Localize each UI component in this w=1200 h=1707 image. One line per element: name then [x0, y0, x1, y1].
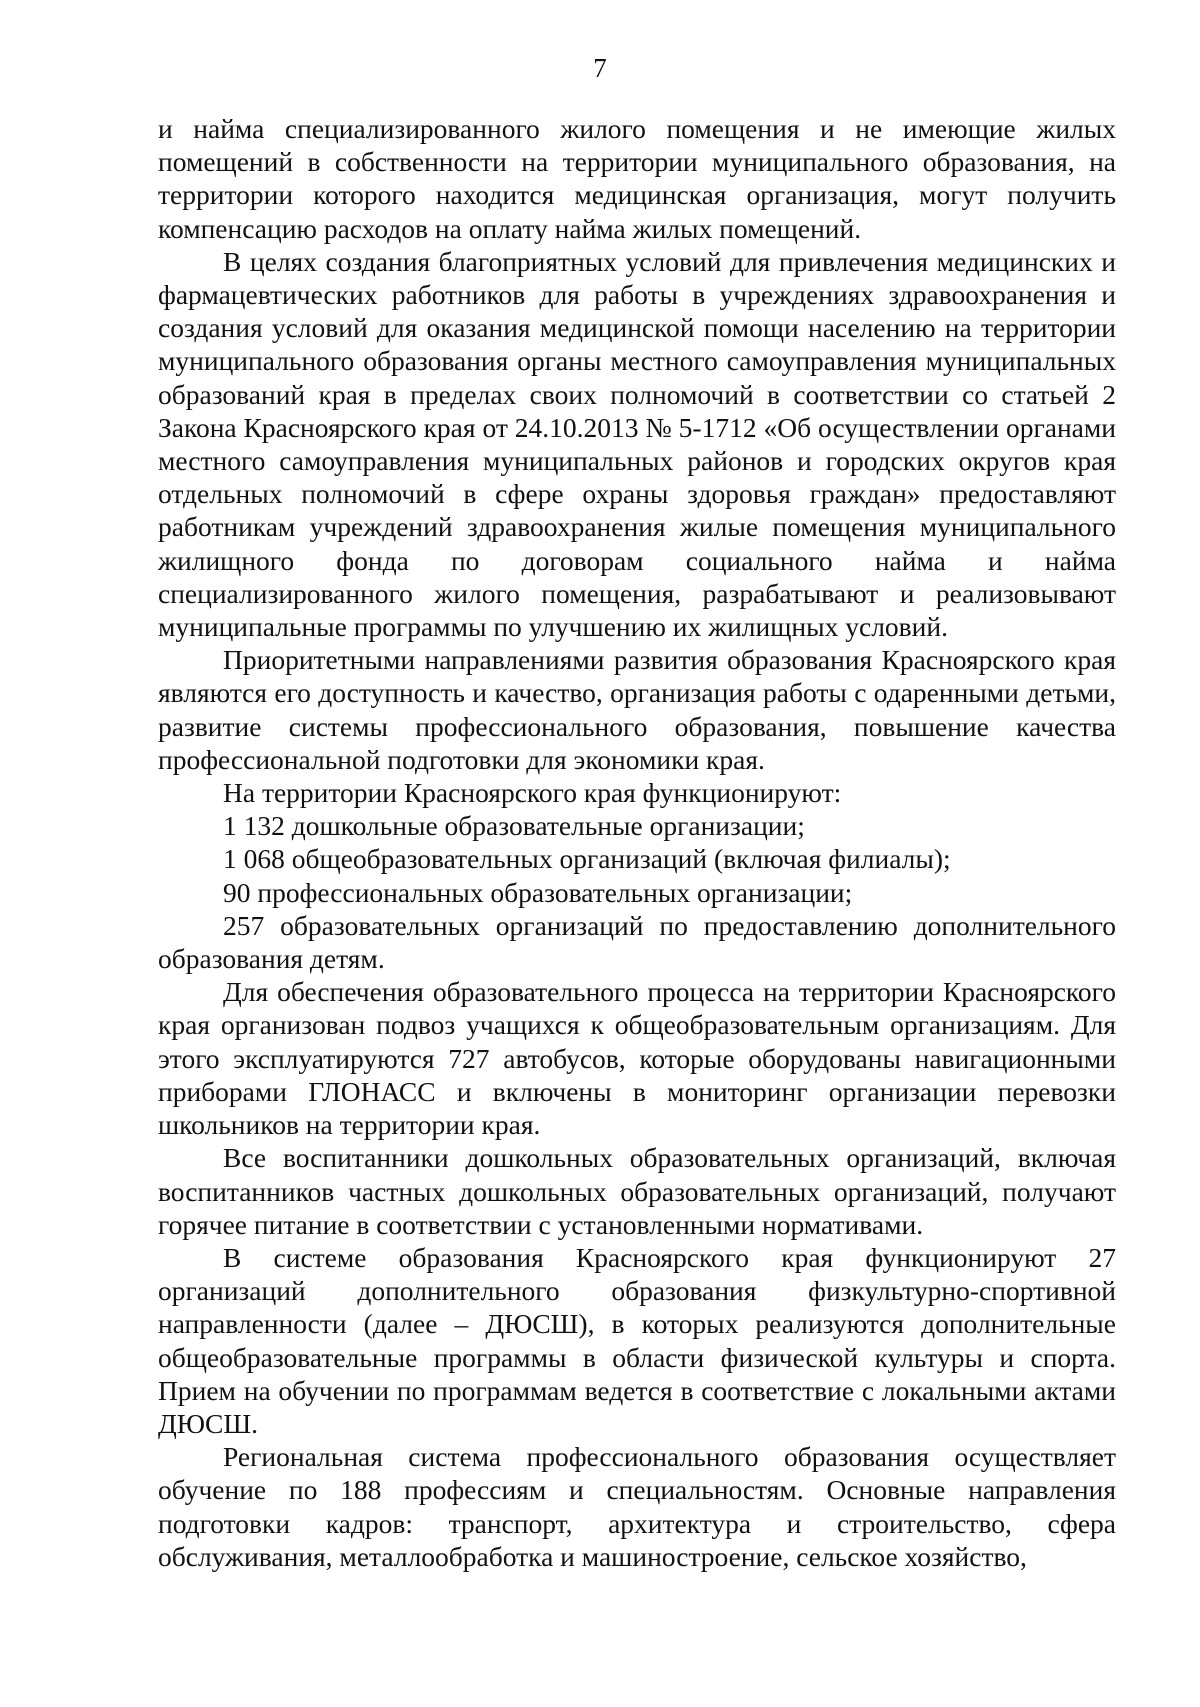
paragraph-regional-professional-education: Региональная система профессионального образования осуществляет обучение по 188 профессиям и специальностям. Основные направления подготовки кадров: транспорт, архитектура и строительство, сфера обслуживания, металлообработка и машиностроение, сельское хозяйство,	[158, 1441, 1116, 1572]
paragraph-sports-schools: В системе образования Красноярского края функционируют 27 организаций дополнительного образования физкультурно-спортивной направленности (далее – ДЮСШ), в которых реализуются дополнительные общеобразовательные программы в области физической культуры и спорта. Прием на обучении по программам ведется в соответствие с локальными актами ДЮСШ.	[158, 1241, 1116, 1439]
paragraph-organizations-intro: На территории Красноярского края функционируют:	[223, 777, 842, 809]
paragraph-medical-workers-housing: В целях создания благоприятных условий для привлечения медицинских и фармацевтических работников для работы в учреждениях здравоохранения и создания условий для оказания медицинской помощи населению на территории муниципального образования органы местного самоуправления муниципальных образований края в пределах своих полномочий в соответствии со статьей 2 Закона Красноярского края от 24.10.2013 № 5-1712 «Об осуществлении органами местного самоуправления муниципальных районов и городских округов края отдельных полномочий в сфере охраны здоровья граждан» предоставляют работникам учреждений здравоохранения жилые помещения муниципального жилищного фонда по договорам социального найма и найма специализированного жилого помещения, разрабатывают и реализовывают муниципальные программы по улучшению их жилищных условий.	[158, 245, 1116, 643]
paragraph-preschool-nutrition: Все воспитанники дошкольных образовательных организаций, включая воспитанников частных дошкольных образовательных организаций, получают горячее питание в соответствии с установленными нормативами.	[158, 1142, 1116, 1240]
paragraph-school-transport: Для обеспечения образовательного процесса на территории Красноярского края организован подвоз учащихся к общеобразовательным организациям. Для этого эксплуатируются 727 автобусов, которые оборудованы навигационными приборами ГЛОНАСС и включены в мониторинг организации перевозки школьников на территории края.	[158, 976, 1116, 1141]
list-item-professional: 90 профессиональных образовательных организации;	[223, 876, 853, 908]
page-number: 7	[593, 53, 607, 83]
list-item-additional-education: 257 образовательных организаций по предоставлению дополнительного образования детям.	[158, 909, 1116, 975]
paragraph-education-priorities: Приоритетными направлениями развития образования Красноярского края являются его доступность и качество, организация работы с одаренными детьми, развитие системы профессионального образования, повышение качества профессиональной подготовки для экономики края.	[158, 644, 1116, 775]
list-item-general-education: 1 068 общеобразовательных организаций (включая филиалы);	[223, 843, 951, 875]
paragraph-continuation: и найма специализированного жилого помещения и не имеющие жилых помещений в собственности на территории муниципального образования, на территории которого находится медицинская организация, могут получить компенсацию расходов на оплату найма жилых помещений.	[158, 113, 1116, 244]
list-item-preschool: 1 132 дошкольные образовательные организации;	[223, 810, 805, 842]
document-body	[158, 112, 1116, 1573]
